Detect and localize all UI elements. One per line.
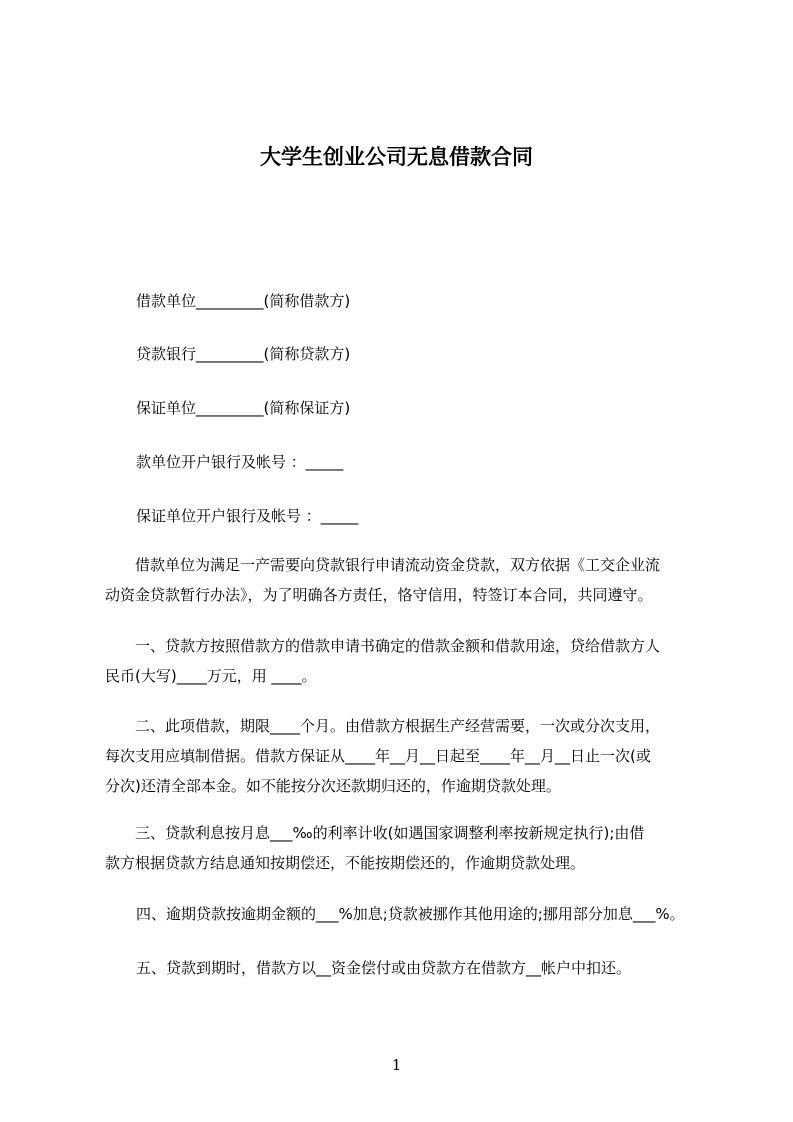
guarantor-bank-account-line: 保证单位开户银行及帐号 ：_____	[136, 507, 359, 525]
clause-2-paragraph	[105, 711, 697, 801]
clause-3-line-2: 款方根据贷款方结息通知按期偿还，不能按期偿还的，作逾期贷款处理。	[105, 854, 586, 872]
page-number: 1	[391, 1056, 402, 1074]
clause-2-line-2: 每次支用应填制借据。借款方保证从____年__月__日起至____年__月__日止一次(或	[105, 747, 651, 765]
clause-3-line-1: 三、贷款利息按月息___‰的利率计收(如遇国家调整利率按新规定执行);由借	[105, 824, 645, 842]
clause-1-paragraph	[105, 631, 697, 691]
clause-3-paragraph	[105, 818, 697, 878]
page-title: 大学生创业公司无息借款合同	[260, 145, 533, 169]
guarantor-line: 保证单位_________(简称保证方)	[136, 399, 351, 417]
lender-line: 贷款银行_________(简称贷款方)	[136, 345, 351, 363]
clause-4-line: 四、逾期贷款按逾期金额的___%加息;贷款被挪作其他用途的;挪用部分加息___%。	[136, 905, 685, 923]
preamble-paragraph	[105, 550, 697, 610]
borrower-line: 借款单位_________(简称借款方)	[136, 292, 351, 310]
clause-2-line-3: 分次)还清全部本金。如不能按分次还款期归还的，作逾期贷款处理。	[105, 777, 561, 795]
borrower-bank-account-line: 款单位开户银行及帐号 ：_____	[136, 453, 344, 471]
clause-1-line-2: 民币(大写)____万元，用 ____。	[105, 667, 317, 685]
clause-5-line: 五、贷款到期时，借款方以__资金偿付或由贷款方在借款方__帐户中扣还。	[136, 959, 632, 977]
preamble-line-1: 借款单位为满足一产需要向贷款银行申请流动资金贷款，双方依据《工交企业流	[105, 556, 661, 574]
clause-1-line-1: 一、贷款方按照借款方的借款申请书确定的借款金额和借款用途，贷给借款方人	[105, 637, 661, 655]
preamble-line-2: 动资金贷款暂行办法》，为了明确各方责任，恪守信用，特签订本合同，共同遵守。	[105, 586, 653, 604]
clause-2-line-1: 二、此项借款，期限____个月。由借款方根据生产经营需要，一次或分次支用，	[105, 717, 661, 735]
